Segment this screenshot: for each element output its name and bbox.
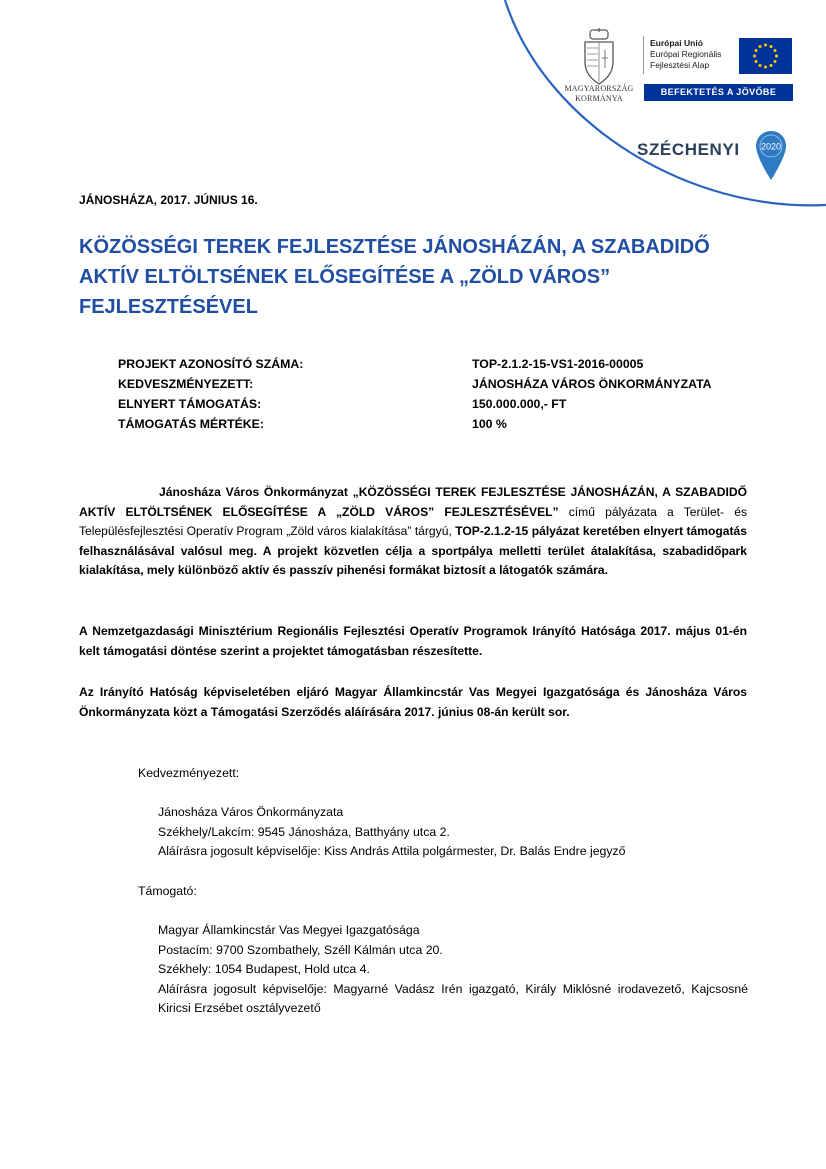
beneficiary-label: Kedvezményezett: — [138, 766, 240, 780]
paragraph-project-description — [79, 483, 747, 581]
eu-star-icon — [774, 49, 777, 52]
info-value: 150.000.000,- FT — [472, 397, 567, 411]
paragraph-part: TOP-2.1.2-15 pályázat keretében elnyert támogatás felhasználásával valósul meg. A projekt közvetlen célja a sportpálya melletti terület átalakítása, szabadidőpark kialakítása, mely különböző aktív és passzív pihenési formákat biztosít a látogatók számára. — [79, 524, 748, 578]
hungary-coat-of-arms-icon — [575, 28, 623, 88]
beneficiary-details — [158, 803, 626, 862]
eu-divider — [643, 36, 644, 74]
hungary-government-logo-text — [556, 84, 642, 104]
eu-line2: Európai Regionális — [650, 49, 722, 59]
info-row-grant — [118, 394, 758, 414]
eu-star-icon — [754, 60, 757, 63]
szechenyi-year: 2020 — [760, 141, 782, 152]
info-value: 100 % — [472, 417, 507, 431]
info-label: ELNYERT TÁMOGATÁS: — [118, 397, 262, 411]
document-title: KÖZÖSSÉGI TEREK FEJLESZTÉSE JÁNOSHÁZÁN, A SZABADIDŐ AKTÍV ELTÖLTSÉNEK ELŐSEGÍTÉSE A „ZÖLD VÁROS” FEJLESZTÉSÉVEL — [79, 236, 710, 318]
info-value: JÁNOSHÁZA VÁROS ÖNKORMÁNYZATA — [472, 377, 712, 391]
paragraph-contract: Az Irányító Hatóság képviseletében eljáró Magyar Államkincstár Vas Megyei Igazgatósága és Jánosháza Város Önkormányzata közt a Támogatási Szerződés aláírására 2017. június 08-án került sor. — [79, 685, 747, 719]
info-label: KEDVESZMÉNYEZETT: — [118, 377, 254, 391]
hu-gov-name-line1: MAGYARORSZÁG — [564, 84, 634, 93]
szechenyi-2020-pin-icon — [755, 130, 787, 182]
szechenyi-logo-text: SZÉCHENYI — [637, 140, 740, 159]
paragraph-part: Jánosháza Város Önkormányzat „KÖZÖSSÉGI TEREK FEJLESZTÉSE JÁNOSHÁZÁN, A SZABADIDŐ AKTÍV ELTÖLTSÉNEK ELŐSEGÍTÉSE A „ZÖLD VÁROS” FEJLESZTÉSÉVEL” — [79, 485, 747, 519]
project-info-table — [118, 354, 758, 434]
supporter-label: Támogató: — [138, 884, 197, 898]
paragraph-part: című pályázata a Terület- és Településfejlesztési Operatív Program „Zöld város kialakítása” tárgyú, — [79, 504, 747, 539]
eu-star-icon — [759, 64, 762, 67]
supporter-name: Magyar Államkincstár Vas Megyei Igazgatósága — [158, 923, 420, 937]
info-row-project-id — [118, 354, 758, 374]
eu-line3: Fejlesztési Alap — [650, 60, 710, 70]
eu-star-icon — [754, 49, 757, 52]
eu-star-icon — [759, 45, 762, 48]
eu-flag-icon — [739, 38, 792, 74]
eu-line1: Európai Unió — [650, 38, 703, 48]
eu-banner: BEFEKTETÉS A JÖVŐBE — [644, 84, 793, 101]
eu-star-icon — [764, 66, 767, 69]
info-row-rate — [118, 414, 758, 434]
eu-star-icon — [775, 55, 778, 58]
eu-star-icon — [764, 44, 767, 47]
info-label: TÁMOGATÁS MÉRTÉKE: — [118, 417, 264, 431]
info-row-beneficiary — [118, 374, 758, 394]
beneficiary-name: Jánosháza Város Önkormányzata — [158, 805, 344, 819]
info-label: PROJEKT AZONOSÍTÓ SZÁMA: — [118, 357, 304, 371]
beneficiary-address: Székhely/Lakcím: 9545 Jánosháza, Batthyány utca 2. — [158, 824, 450, 839]
supporter-postal: Postacím: 9700 Szombathely, Széll Kálmán utca 20. — [158, 942, 443, 957]
info-value: TOP-2.1.2-15-VS1-2016-00005 — [472, 357, 644, 371]
supporter-signatory: Aláírásra jogosult képviselője: Magyarné Vadász Irén igazgató, Király Miklósné irodavezető, Kajcsosné Kiricsi Erzsébet osztályvezető — [158, 981, 748, 1016]
supporter-details — [158, 921, 748, 1019]
document-date: JÁNOSHÁZA, 2017. JÚNIUS 16. — [79, 193, 258, 207]
beneficiary-signatory: Aláírásra jogosult képviselője: Kiss András Attila polgármester, Dr. Balás Endre jegyző — [158, 844, 626, 859]
eu-star-icon — [770, 64, 773, 67]
eu-star-icon — [753, 55, 756, 58]
eu-star-icon — [774, 60, 777, 63]
eu-star-icon — [770, 45, 773, 48]
supporter-seat: Székhely: 1054 Budapest, Hold utca 4. — [158, 962, 370, 977]
eu-logo-text — [650, 38, 721, 71]
paragraph-decision: A Nemzetgazdasági Minisztérium Regionális Fejlesztési Operatív Programok Irányító Hatósága 2017. május 01-én kelt támogatási döntése szerint a projektet támogatásban részesítette. — [79, 624, 747, 658]
hu-gov-name-line2: KORMÁNYA — [575, 94, 623, 103]
